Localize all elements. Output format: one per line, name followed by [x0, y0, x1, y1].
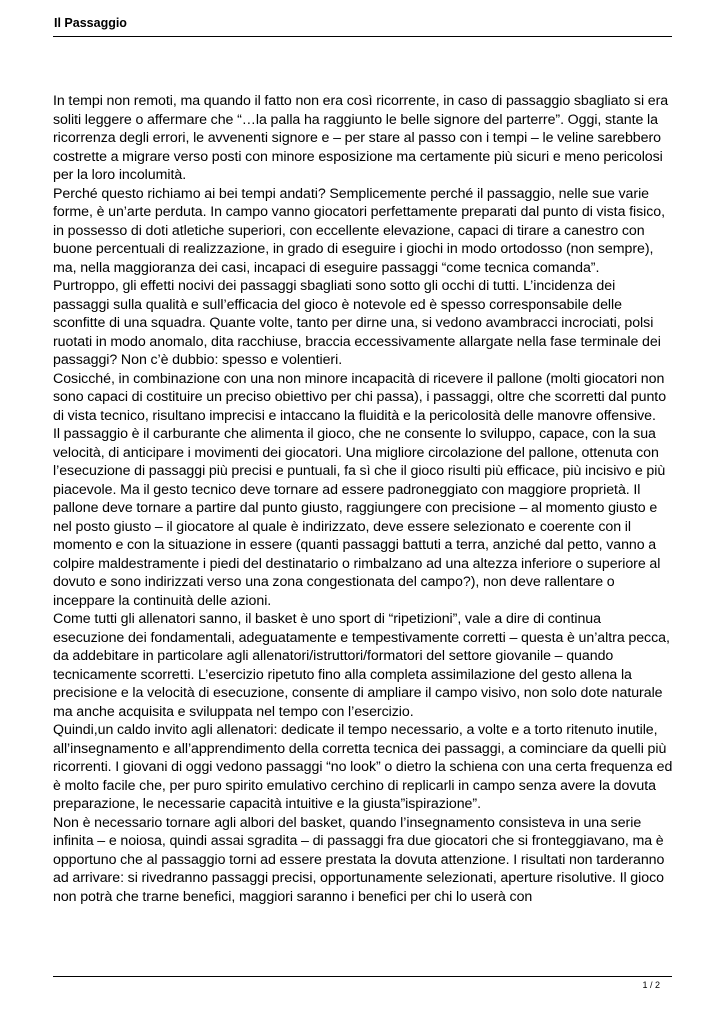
paragraph: Cosicché, in combinazione con una non minore incapacità di ricevere il pallone (molti giocatori non sono capaci di costituire un preciso obiettivo per chi passa), i passaggi, oltre che scorretti dal punto di vista tecnico, risultano imprecisi e intaccano la fluidità e la pericolosità delle manovre offensive. — [53, 370, 667, 424]
document-title: Il Passaggio — [54, 16, 127, 30]
paragraph: Il passaggio è il carburante che alimenta il gioco, che ne consente lo sviluppo, capace, con la sua velocità, di anticipare i movimenti dei giocatori. Una migliore circolazione del pallone, ottenuta con l’esecuzione di passaggi più precisi e puntuali, fa sì che il gioco risulti più efficace, più incisivo e più piacevole. Ma il gesto tecnico deve tornare ad essere padroneggiato con maggiore proprietà. Il pallone deve tornare a partire dal punto giusto, raggiungere con precisione – al momento giusto e nel posto giusto – il giocatore al quale è indirizzato, deve essere selezionato e coerente con il momento e con la situazione in essere (quanti passaggi battuti a terra, anziché dal petto, vanno a colpire maldestramente i piedi del destinatario o rimbalzano ad una altezza inferiore o superiore al dovuto e sono indirizzati verso una zona congestionata del campo?), non deve rallentare o inceppare la continuità delle azioni. — [53, 426, 666, 609]
paragraph: Come tutti gli allenatori sanno, il basket è uno sport di “ripetizioni”, vale a dire di continua esecuzione dei fondamentali, adeguatamente e tempestivamente corretti – questa è un’altra pecca, da addebitare in particolare agli allenatori/istruttori/formatori del settore giovanile – quando tecnicamente scorretti. L’esercizio ripetuto fino alla completa assimilazione del gesto allena la precisione e la velocità di esecuzione, consente di ampliare il campo visivo, non solo dote naturale ma anche acquisita e sviluppata nel tempo con l’esercizio. — [53, 611, 670, 720]
paragraph: Purtroppo, gli effetti nocivi dei passaggi sbagliati sono sotto gli occhi di tutti. L’incidenza dei passaggi sulla qualità e sull’efficacia del gioco è notevole ed è spesso corresponsabile delle sconfitte di una squadra. Quante volte, tanto per dirne una, si vedono avambracci incrociati, polsi ruotati in modo anomalo, dita racchiuse, braccia eccessivamente allargate nella fase terminale dei passaggi? Non c’è dubbio: spesso e volentieri. — [53, 278, 661, 368]
page-number: 1 / 2 — [642, 980, 660, 990]
paragraph: Perché questo richiamo ai bei tempi andati? Semplicemente perché il passaggio, nelle sue varie forme, è un’arte perduta. In campo vanno giocatori perfettamente preparati dal punto di vista fisico, in possesso di doti atletiche superiori, con eccellente elevazione, capaci di tirare a canestro con buone percentuali di realizzazione, in grado di eseguire i giochi in modo ortodosso (non sempre), ma, nella maggioranza dei casi, incapaci di eseguire passaggi “come tecnica comanda”. — [53, 185, 666, 276]
page-footer — [53, 976, 672, 997]
article-body — [53, 92, 675, 906]
paragraph: Non è necessario tornare agli albori del basket, quando l’insegnamento consisteva in una serie infinita – e noiosa, quindi assai sgradita – di passaggi fra due giocatori che si fronteggiavano, ma è opportuno che al passaggio torni ad essere prestata la dovuta attenzione. I risultati non tarderanno ad arrivare: si rivedranno passaggi precisi, opportunamente selezionati, aperture risolutive. Il gioco non potrà che trarne benefici, maggiori saranno i benefici per chi lo userà con — [53, 814, 665, 905]
page-header — [53, 14, 672, 37]
paragraph: Quindi,un caldo invito agli allenatori: dedicate il tempo necessario, a volte e a torto ritenuto inutile, all’insegnamento e all’apprendimento della corretta tecnica dei passaggi, a cominciare da quelli più ricorrenti. I giovani di oggi vedono passaggi “no look” o dietro la schiena con una certa frequenza ed è molto facile che, per puro spirito emulativo cerchino di replicarli in campo senza avere la dovuta preparazione, le necessarie capacità intuitive e la giusta”ispirazione”. — [53, 722, 673, 812]
paragraph: In tempi non remoti, ma quando il fatto non era così ricorrente, in caso di passaggio sbagliato si era soliti leggere o affermare che “…la palla ha raggiunto le belle signore del parterre”. Oggi, stante la ricorrenza degli errori, le avvenenti signore e – per stare al passo con i tempi – le veline sarebbero costrette a migrare verso posti con minore esposizione ma certamente più sicuri e meno pericolosi per la loro incolumità. — [53, 93, 669, 183]
